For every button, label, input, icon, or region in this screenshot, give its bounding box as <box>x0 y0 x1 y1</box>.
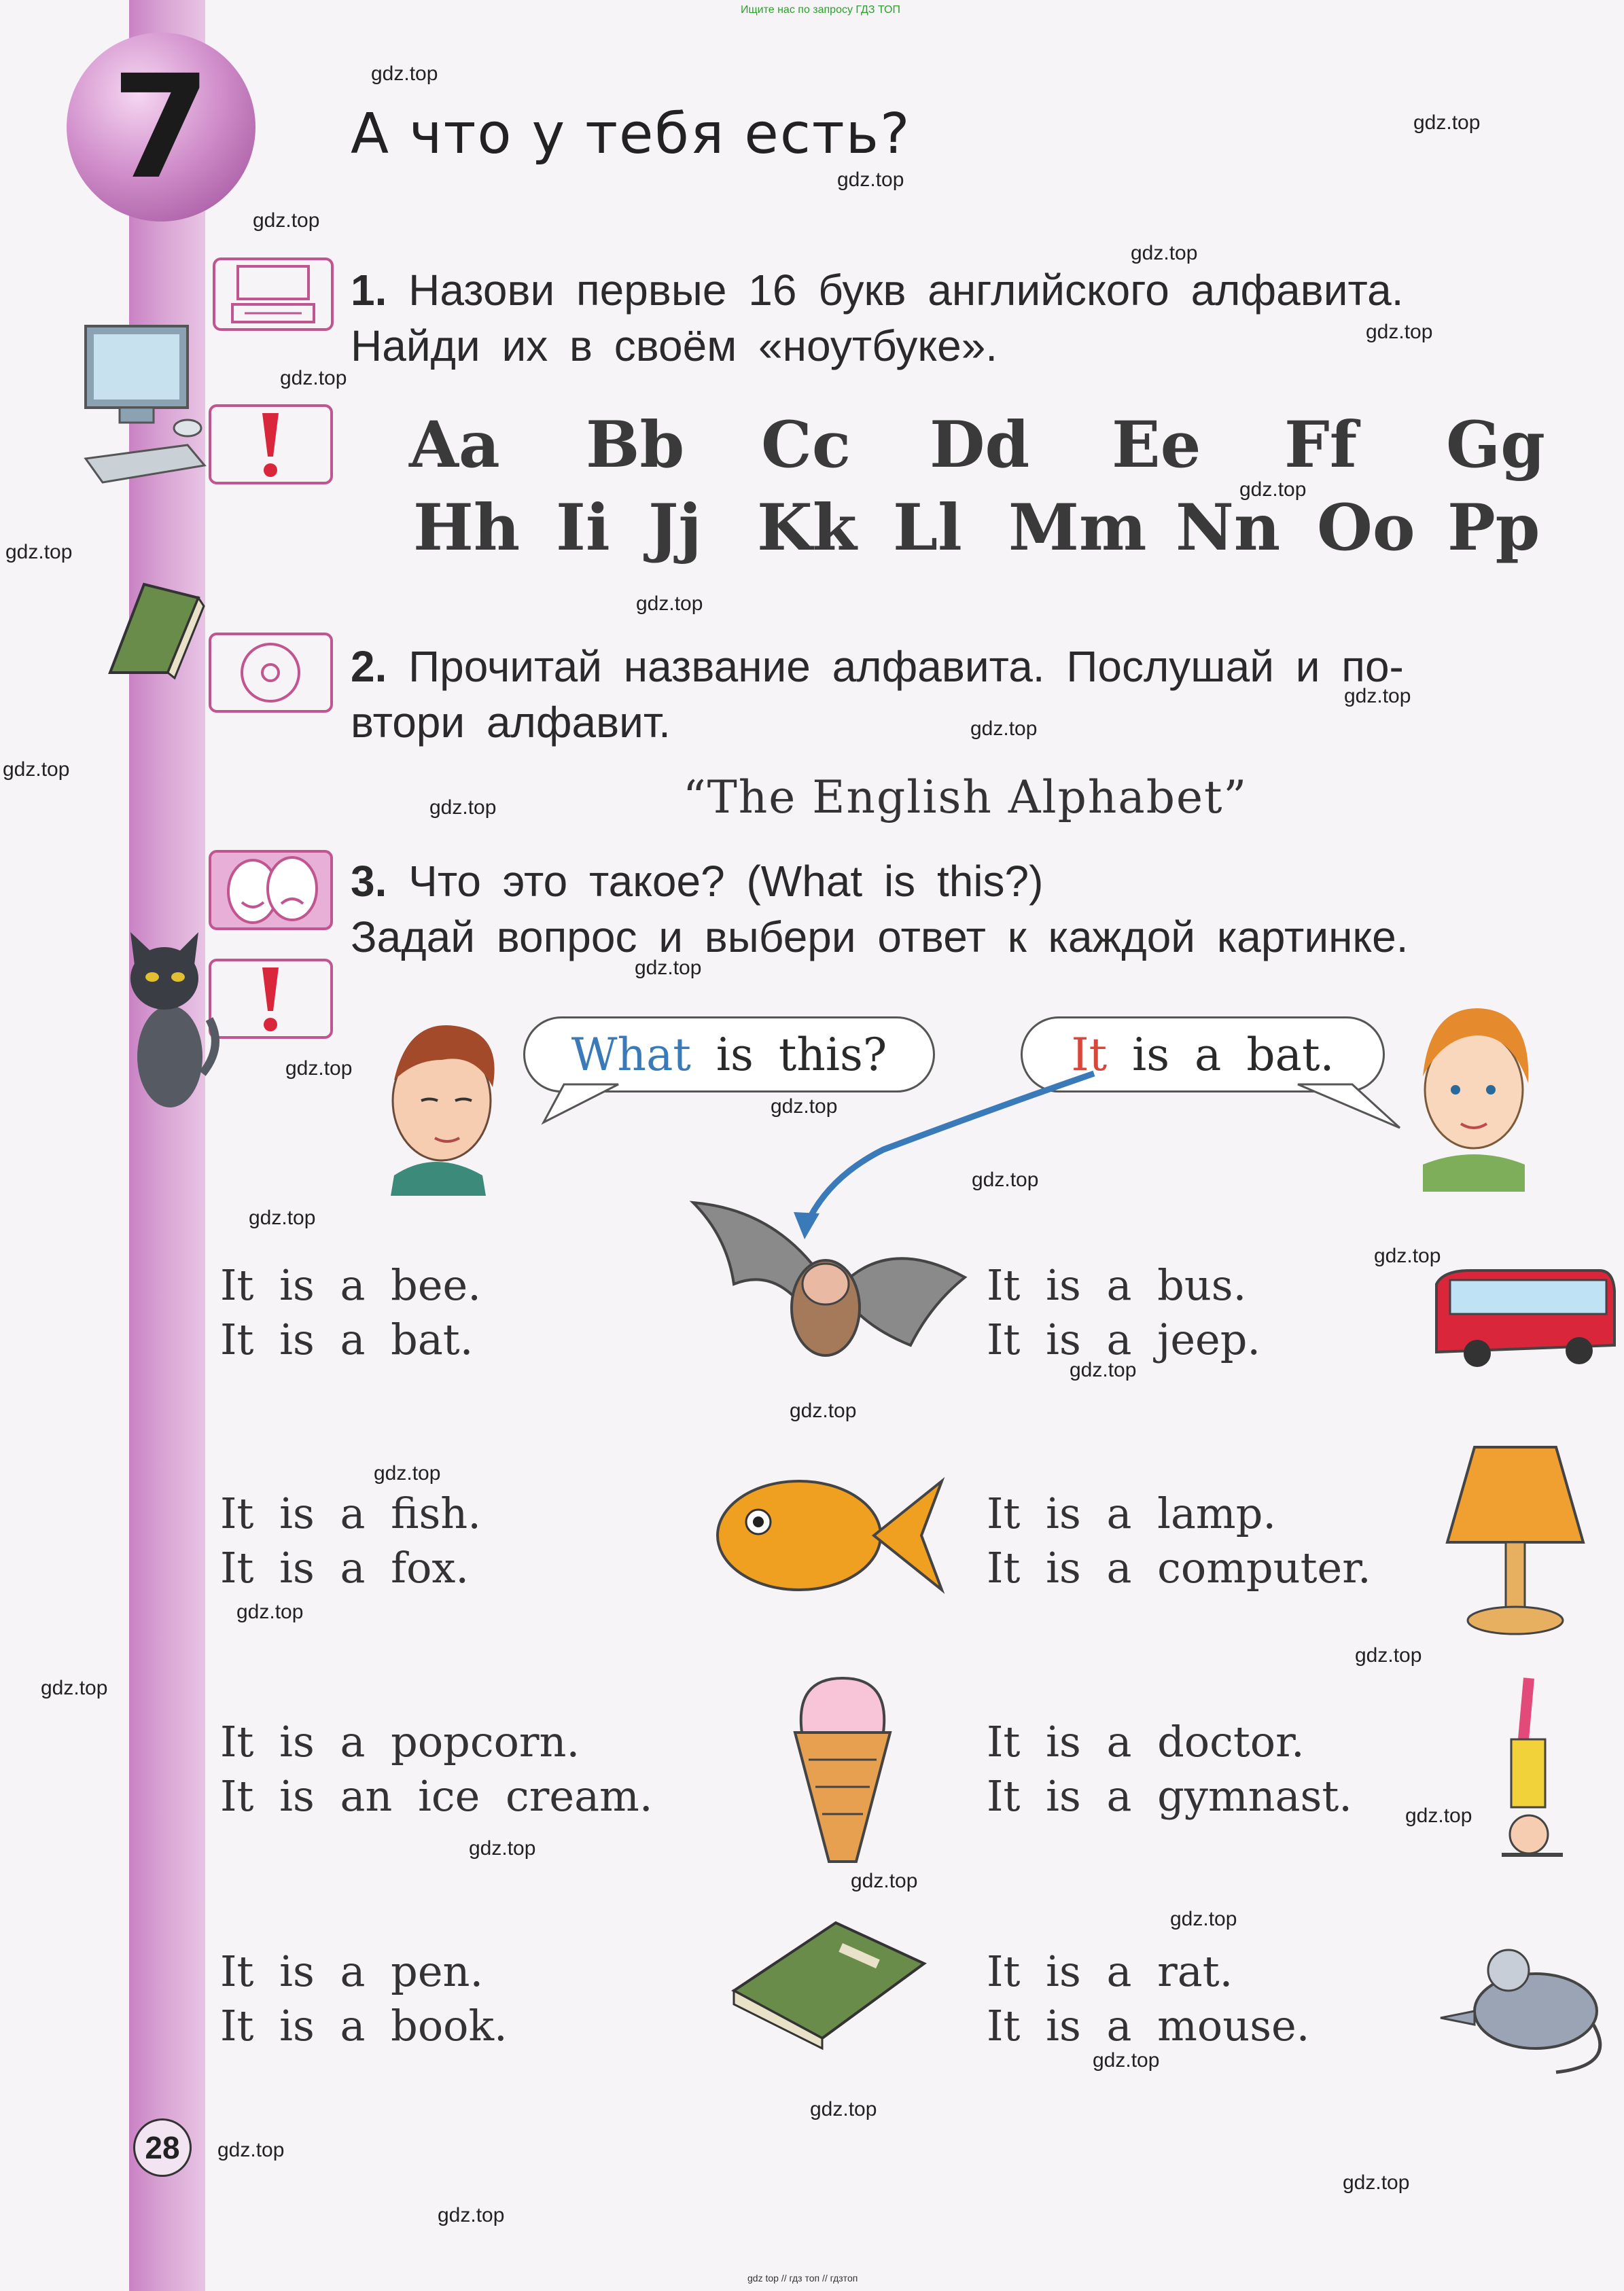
watermark: gdz.top <box>438 2204 505 2226</box>
watermark: gdz.top <box>1355 1644 1422 1667</box>
header-link[interactable]: Ищите нас по запросу ГДЗ ТОП <box>741 4 900 16</box>
watermark: gdz.top <box>1405 1805 1472 1827</box>
exclamation-icon <box>208 958 334 1040</box>
book-illustration <box>727 1909 931 2052</box>
task-2-line1: Прочитай название алфавита. Послушай и по- <box>408 642 1404 691</box>
watermark: gdz.top <box>5 541 73 563</box>
ice-cream-illustration <box>781 1665 904 1868</box>
watermark: gdz.top <box>374 1462 441 1485</box>
watermark: gdz.top <box>635 957 702 979</box>
question-rest: is this? <box>716 1028 887 1081</box>
choice-option[interactable]: It is a jeep. <box>987 1315 1261 1364</box>
exclamation-icon <box>208 404 334 485</box>
choice-option[interactable]: It is a book. <box>220 2001 508 2050</box>
watermark: gdz.top <box>1344 685 1411 707</box>
laptop-icon <box>212 257 334 332</box>
watermark: gdz.top <box>41 1677 108 1699</box>
watermark: gdz.top <box>469 1837 536 1860</box>
book-icon <box>103 571 205 679</box>
letter-pair: Cc <box>761 408 851 482</box>
choice-option[interactable]: It is an ice cream. <box>220 1771 653 1821</box>
answer-rest: is a bat. <box>1132 1028 1335 1081</box>
task-2-line2: втори алфавит. <box>351 698 671 747</box>
task-3-number: 3. <box>351 857 387 906</box>
letter-pair: Ii <box>556 491 610 565</box>
letter-pair: Mm <box>1008 491 1147 565</box>
question-bubble-tail <box>537 1084 673 1125</box>
task-3-line1: Что это такое? (What is this?) <box>408 857 1044 906</box>
fish-illustration <box>704 1447 949 1624</box>
question-first-word: What <box>571 1028 691 1081</box>
watermark: gdz.top <box>371 63 438 85</box>
watermark: gdz.top <box>253 209 320 232</box>
watermark: gdz.top <box>970 717 1038 740</box>
letter-pair: Pp <box>1447 491 1540 565</box>
boy-illustration <box>367 1012 503 1196</box>
letter-pair: Oo <box>1317 491 1415 565</box>
watermark: gdz.top <box>810 2098 877 2120</box>
task-3 <box>351 853 1614 965</box>
watermark: gdz.top <box>851 1870 918 1892</box>
choice-option[interactable]: It is a doctor. <box>987 1717 1305 1766</box>
choice-option[interactable]: It is a bat. <box>220 1315 474 1364</box>
watermark: gdz.top <box>771 1095 838 1118</box>
watermark: gdz.top <box>285 1057 353 1080</box>
choice-option[interactable]: It is a bus. <box>987 1260 1247 1310</box>
watermark: gdz.top <box>3 758 70 781</box>
choice-group-doctor-gymnast <box>987 1715 1352 1824</box>
watermark: gdz.top <box>217 2139 285 2161</box>
lamp-illustration <box>1441 1440 1590 1644</box>
watermark: gdz.top <box>1366 321 1433 343</box>
watermark: gdz.top <box>972 1169 1039 1191</box>
bus-illustration <box>1430 1264 1620 1372</box>
choice-option[interactable]: It is a popcorn. <box>220 1717 580 1766</box>
footer-link[interactable]: gdz top // гдз топ // гдзтоп <box>747 2273 858 2284</box>
letter-pair: Dd <box>930 408 1030 482</box>
letter-pair: Hh <box>413 491 520 565</box>
watermark: gdz.top <box>1070 1359 1137 1381</box>
watermark: gdz.top <box>636 592 703 615</box>
choice-option[interactable]: It is a rat. <box>987 1947 1233 1996</box>
watermark: gdz.top <box>1413 111 1481 134</box>
page-number: 28 <box>133 2118 192 2177</box>
choice-option[interactable]: It is a mouse. <box>987 2001 1310 2050</box>
watermark: gdz.top <box>429 796 497 819</box>
letter-pair: Aa <box>409 408 500 482</box>
choice-option[interactable]: It is a gymnast. <box>987 1771 1352 1821</box>
watermark: gdz.top <box>236 1601 304 1623</box>
answer-bubble-tail <box>1277 1084 1413 1132</box>
watermark: gdz.top <box>1343 2171 1410 2194</box>
choice-option[interactable]: It is a fox. <box>220 1543 470 1593</box>
letter-pair: Ll <box>893 491 962 565</box>
choice-option[interactable]: It is a lamp. <box>987 1489 1277 1538</box>
lesson-number-badge <box>67 33 255 221</box>
answer-first-word: It <box>1071 1028 1108 1081</box>
cd-icon <box>208 632 334 713</box>
choice-option[interactable]: It is a computer. <box>987 1543 1371 1593</box>
watermark: gdz.top <box>790 1400 857 1422</box>
choice-option[interactable]: It is a fish. <box>220 1489 481 1538</box>
letter-pair: Nn <box>1176 491 1281 565</box>
lesson-number: 7 <box>111 43 211 211</box>
letter-pair: Ff <box>1284 408 1358 482</box>
song-title: “The English Alphabet” <box>683 771 1248 823</box>
watermark: gdz.top <box>837 168 904 191</box>
girl-illustration <box>1402 995 1545 1192</box>
computer-icon <box>79 319 215 516</box>
letter-pair: Kk <box>757 491 857 565</box>
page-title: А что у тебя есть? <box>351 102 911 166</box>
watermark: gdz.top <box>1374 1245 1441 1267</box>
task-1-number: 1. <box>351 266 387 315</box>
task-2-number: 2. <box>351 642 387 691</box>
mouse-illustration <box>1434 1936 1617 2072</box>
watermark: gdz.top <box>1131 242 1198 264</box>
watermark: gdz.top <box>1239 478 1307 501</box>
task-1-line1: Назови первые 16 букв английского алфавита. <box>408 266 1404 315</box>
choice-group-fish-fox <box>220 1487 481 1595</box>
gymnast-illustration <box>1488 1671 1570 1868</box>
choice-option[interactable]: It is a bee. <box>220 1260 481 1310</box>
choice-option[interactable]: It is a pen. <box>220 1947 484 1996</box>
watermark: gdz.top <box>280 367 347 389</box>
choice-group-popcorn-icecream <box>220 1715 653 1824</box>
letter-pair: Bb <box>586 408 685 482</box>
watermark: gdz.top <box>1170 1908 1237 1930</box>
choice-group-pen-book <box>220 1944 508 2053</box>
task-1-line2: Найди их в своём «ноутбуке». <box>351 321 998 370</box>
choice-group-rat-mouse <box>987 1944 1309 2053</box>
choice-group-lamp-computer <box>987 1487 1371 1595</box>
choice-group-bee-bat <box>220 1258 481 1367</box>
letter-pair: Jj <box>648 491 702 565</box>
cat-icon <box>116 924 217 1114</box>
letter-pair: Ee <box>1112 408 1201 482</box>
bat-illustration <box>686 1196 972 1400</box>
choice-group-bus-jeep <box>987 1258 1260 1367</box>
task-1 <box>351 262 1601 374</box>
letter-pair: Gg <box>1446 408 1546 482</box>
watermark: gdz.top <box>249 1207 316 1229</box>
watermark: gdz.top <box>1093 2049 1160 2072</box>
masks-icon <box>208 849 334 931</box>
task-3-line2: Задай вопрос и выбери ответ к каждой картинке. <box>351 912 1409 961</box>
